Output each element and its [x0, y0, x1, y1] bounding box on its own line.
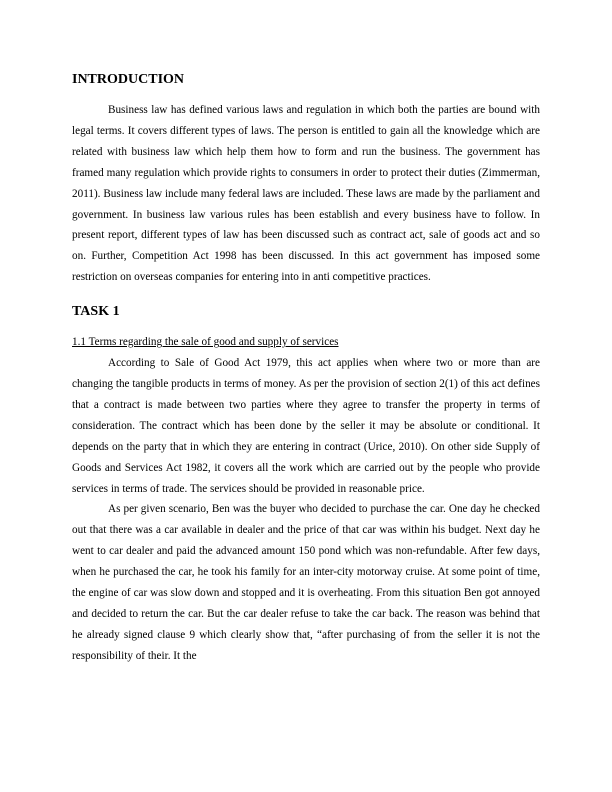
introduction-heading: INTRODUCTION	[72, 72, 185, 87]
task1-paragraph-2: As per given scenario, Ben was the buyer who decided to purchase the car. One day he checked out that there was a car available in dealer and the price of that car was within his budget. Next day he went to car dealer and paid the advanced amount 150 pond which was non-refundable. After few days, when he purchased the car, he took his family for an inter-city motorway cruise. At some point of time, the engine of car was slow down and stopped and it is overheating. From this situation Ben got annoyed and decided to return the car. But the car dealer refuse to take the car back. The reason was behind that he already signed clause 9 which clearly show that, “after purchasing of from the seller it is not the responsibility of their. It the	[72, 503, 540, 662]
task1-paragraph-1: According to Sale of Good Act 1979, this act applies when where two or more than are changing the tangible products in terms of money. As per the provision of section 2(1) of this act defines that a contract is made between two parties where they agree to transfer the property in terms of consideration. The contract which has been done by the seller it may be absolute or conditional. It depends on the party that in which they are entering in contract (Urice, 2010). On other side Supply of Goods and Services Act 1982, it covers all the work which are carried out by the people who provide services in terms of trade. The services should be provided in reasonable price.	[72, 357, 540, 495]
task1-heading: TASK 1	[72, 304, 120, 320]
introduction-paragraph: Business law has defined various laws and regulation in which both the parties are bound with legal terms. It covers different types of laws. The person is entitled to gain all the knowledge which are related with business law which help them how to form and run the business. The government has framed many regulation which provide rights to consumers in order to protect their duties (Zimmerman, 2011). Business law include many federal laws are included. These laws are made by the parliament and government. In business law various rules has been establish and every business have to follow. In present report, different types of law has been discussed such as contract act, sale of goods act and so on. Further, Competition Act 1998 has been discussed. In this act government has imposed some restriction on overseas companies for entering into in anti competitive practices.	[72, 104, 540, 284]
page-content	[72, 70, 540, 667]
section-1-1-subheading: 1.1 Terms regarding the sale of good and supply of services	[72, 336, 339, 349]
